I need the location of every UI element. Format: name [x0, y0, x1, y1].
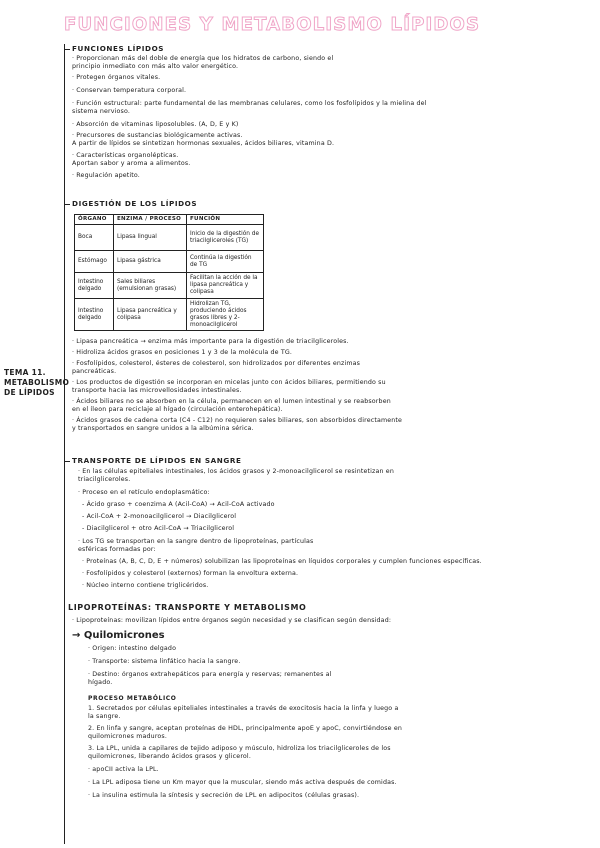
section-heading-funciones: FUNCIONES LÍPIDOS: [72, 44, 165, 53]
lipoproteinas-intro: · Lipoproteínas: movilizan lípidos entre órganos según necesidad y se clasifican según densidad:: [72, 617, 392, 624]
section-tick: [64, 461, 70, 462]
section-heading-digestion: DIGESTIÓN DE LOS LÍPIDOS: [72, 199, 198, 208]
table-row: [75, 251, 264, 273]
text-line: · Fosfolípidos y colesterol (externos) forman la envoltura externa.: [82, 570, 299, 577]
text-line: · Hidroliza ácidos grasos en posiciones 1 y 3 de la molécula de TG.: [72, 349, 293, 356]
text-line: transporte hacia las microvellosidades intestinales.: [72, 387, 242, 394]
text-line: Aportan sabor y aroma a alimentos.: [72, 160, 191, 167]
text-line: 1. Secretados por células epiteliales intestinales a través de exocitosis hacia la linfa y luego a: [88, 705, 399, 712]
column-header: ÓRGANO: [75, 215, 114, 225]
text-line: · Ácidos biliares no se absorben en la célula, permanecen en el lumen intestinal y se reabsorben: [72, 398, 391, 405]
text-line: · Proteínas (A, B, C, D, E + números) solubilizan las lipoproteínas en líquidos corporales y cumplen funciones específicas.: [82, 558, 482, 565]
table-cell: Intestino delgado: [75, 273, 114, 299]
text-line: - Diacilglicerol + otro Acil-CoA → Triacilglicerol: [82, 525, 235, 532]
text-line: · Origen: intestino delgado: [88, 645, 177, 652]
digestion-notes: [72, 338, 402, 433]
text-line: 3. La LPL, unida a capilares de tejido adiposo y músculo, hidroliza los triacilgliceroles de los: [88, 745, 391, 752]
table-cell: Facilitan la acción de la lipasa pancreática y colipasa: [187, 273, 264, 299]
text-line: quilomicrones maduros.: [88, 733, 168, 740]
table-cell: Continúa la digestión de TG: [187, 251, 264, 273]
table-cell: Hidrolizan TG, produciendo ácidos grasos libres y 2-monoacilglicerol: [187, 299, 264, 331]
topic-label-line: DE LÍPIDOS: [4, 388, 55, 397]
margin-bracket-line: [64, 44, 65, 844]
text-line: · Características organolépticas.: [72, 152, 179, 159]
text-line: esféricas formadas por:: [78, 546, 156, 553]
text-line: · Absorción de vitaminas liposolubles. (A, D, E y K): [72, 121, 239, 128]
page-title: FUNCIONES Y METABOLISMO LÍPIDOS: [64, 14, 481, 35]
proceso-heading: PROCESO METABÓLICO: [88, 695, 177, 702]
table-cell: Estómago: [75, 251, 114, 273]
text-line: · Transporte: sistema linfático hacia la sangre.: [88, 658, 241, 665]
quilomicrones-list: [88, 645, 332, 687]
text-line: triacilgliceroles.: [78, 476, 131, 483]
text-line: · Función estructural: parte fundamental de las membranas celulares, como los fosfolípidos y la mielina del: [72, 100, 427, 107]
quilomicrones-heading: → Quilomicrones: [72, 630, 165, 641]
text-line: · Los productos de digestión se incorporan en micelas junto con ácidos biliares, permitiendo su: [72, 379, 386, 386]
table-row: [75, 225, 264, 251]
text-line: · Proporcionan más del doble de energía que los hidratos de carbono, siendo el: [72, 55, 334, 62]
table-cell: Lipasa lingual: [114, 225, 187, 251]
table-row: [75, 273, 264, 299]
section-heading-transporte: TRANSPORTE DE LÍPIDOS EN SANGRE: [72, 456, 242, 465]
table-cell: Boca: [75, 225, 114, 251]
topic-label-line: TEMA 11.: [4, 368, 46, 377]
table-cell: Lipasa pancreática y colipasa: [114, 299, 187, 331]
text-line: · Lipasa pancreática → enzima más importante para la digestión de triacilgliceroles.: [72, 338, 349, 345]
text-line: · Protegen órganos vitales.: [72, 74, 161, 81]
column-header: ENZIMA / PROCESO: [114, 215, 187, 225]
text-line: en el íleon para reciclaje al hígado (circulación enterohepática).: [72, 406, 283, 413]
text-line: y transportados en sangre unidos a la albúmina sérica.: [72, 425, 254, 432]
table-cell: Intestino delgado: [75, 299, 114, 331]
text-line: la sangre.: [88, 713, 121, 720]
text-line: sistema nervioso.: [72, 108, 131, 115]
text-line: hígado.: [88, 679, 113, 686]
text-line: · En las células epiteliales intestinales, los ácidos grasos y 2-monoacilglicerol se resintetizan en: [78, 468, 394, 475]
digestion-table: [74, 214, 264, 331]
text-line: · Ácidos grasos de cadena corta (C4 - C12) no requieren sales biliares, son absorbidos directamente: [72, 417, 403, 424]
table-cell: Inicio de la digestión de triacilgliceroles (TG): [187, 225, 264, 251]
text-line: principio inmediato con más alto valor energético.: [72, 63, 239, 70]
text-line: - Ácido graso + coenzima A (Acil-CoA) → Acil-CoA activado: [82, 501, 275, 508]
text-line: · La LPL adiposa tiene un Km mayor que la muscular, siendo más activa después de comidas.: [88, 779, 397, 786]
text-line: · Fosfolípidos, colesterol, ésteres de colesterol, son hidrolizados por diferentes enzimas: [72, 360, 361, 367]
text-line: · Núcleo interno contiene triglicéridos.: [82, 582, 209, 589]
text-line: pancreáticas.: [72, 368, 117, 375]
section-tick: [64, 49, 70, 50]
text-line: · Precursores de sustancias biológicamente activas.: [72, 132, 243, 139]
transporte-list: [78, 468, 482, 590]
proceso-list: [88, 705, 402, 800]
table-cell: Sales biliares (emulsionan grasas): [114, 273, 187, 299]
section-tick: [64, 204, 70, 205]
text-line: 2. En linfa y sangre, aceptan proteínas de HDL, principalmente apoE y apoC, convirtiéndose en: [88, 725, 403, 732]
text-line: · Regulación apetito.: [72, 172, 140, 179]
section-heading-lipoproteinas: LIPOPROTEÍNAS: TRANSPORTE Y METABOLISMO: [68, 603, 307, 612]
table-row: [75, 299, 264, 331]
table-header-row: [75, 215, 264, 225]
text-line: · Proceso en el retículo endoplasmático:: [78, 489, 210, 496]
text-line: · Conservan temperatura corporal.: [72, 87, 187, 94]
text-line: · La insulina estimula la síntesis y secreción de LPL en adipocitos (células grasas).: [88, 792, 360, 799]
text-line: A partir de lípidos se sintetizan hormonas sexuales, ácidos biliares, vitamina D.: [72, 140, 335, 147]
funciones-list: [72, 55, 427, 180]
text-line: · Los TG se transportan en la sangre dentro de lipoproteínas, partículas: [78, 538, 314, 545]
topic-label: [4, 368, 69, 398]
text-line: quilomicrones, liberando ácidos grasos y glicerol.: [88, 753, 251, 760]
text-line: · Destino: órganos extrahepáticos para energía y reservas; remanentes al: [88, 671, 332, 678]
table-cell: Lipasa gástrica: [114, 251, 187, 273]
text-line: - Acil-CoA + 2-monoacilglicerol → Diacilglicerol: [82, 513, 237, 520]
topic-label-line: METABOLISMO: [4, 378, 70, 387]
text-line: · apoCII activa la LPL.: [88, 766, 159, 773]
column-header: FUNCIÓN: [187, 215, 264, 225]
